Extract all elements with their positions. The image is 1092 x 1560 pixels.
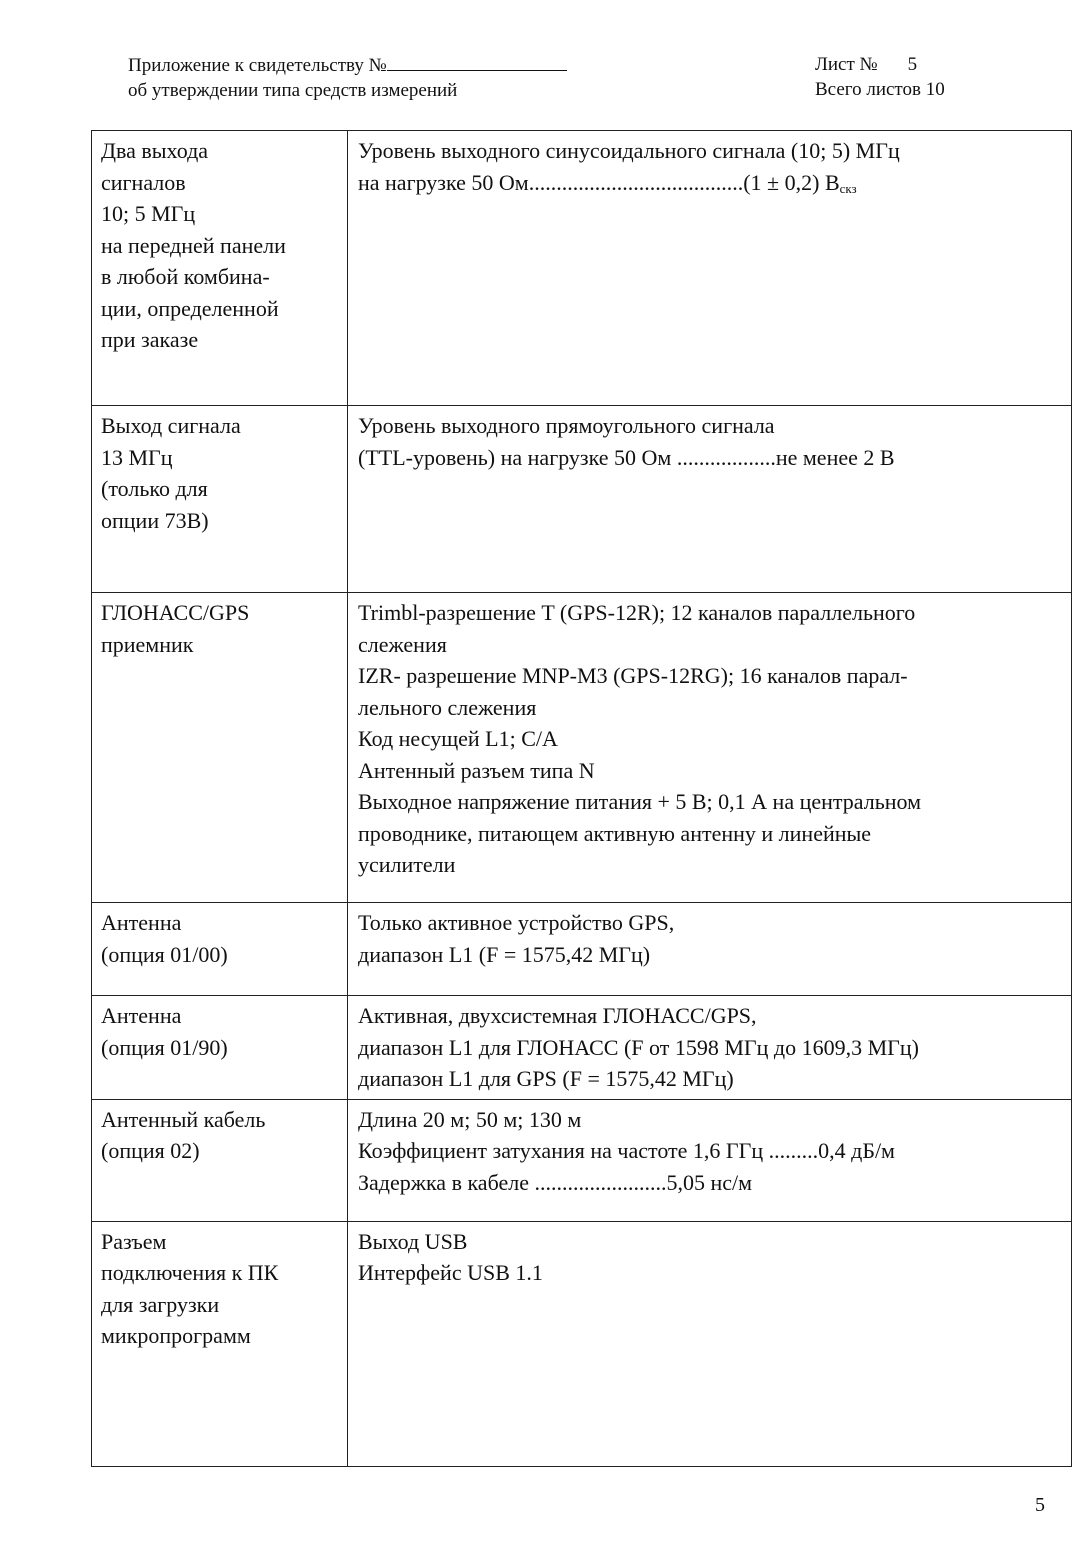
- cell-text-line: (только для: [101, 476, 208, 501]
- cell-text-line: диапазон L1 для GPS (F = 1575,42 МГц): [358, 1066, 734, 1091]
- cell-text-line: слежения: [358, 631, 447, 657]
- cell-text-line: Длина 20 м; 50 м; 130 м: [358, 1106, 582, 1132]
- appendix-label: Приложение к свидетельству №: [128, 55, 387, 76]
- appendix-subtitle: об утверждении типа средств измерений: [128, 80, 458, 101]
- cell-text-line: ГЛОНАСС/GPS: [101, 600, 250, 625]
- appendix-title: [128, 52, 567, 78]
- cell-text-line: (опция 01/90): [101, 1034, 228, 1060]
- parameter-name-cell: [92, 996, 348, 1100]
- cell-text-line: Активная, двухсистемная ГЛОНАСС/GPS,: [358, 1003, 757, 1028]
- cell-text-line: диапазон L1 для ГЛОНАСС (F от 1598 МГц до 1609,3 МГц): [358, 1034, 919, 1060]
- cell-text-line: на нагрузке 50 Ом.......................................(1 ± 0,2) $В_{скз}$: [358, 169, 857, 196]
- cell-text-line: Задержка в кабеле ........................5,05 нс/м: [358, 1169, 753, 1195]
- sheet-label: Лист №: [815, 54, 878, 75]
- cell-text-line: Антенна: [101, 910, 182, 935]
- cell-text-line: Антенный разъем типа N: [358, 757, 595, 783]
- cell-text-line: IZR- разрешение MNP-M3 (GPS-12RG); 16 каналов парал-: [358, 663, 908, 688]
- cell-text-line: Уровень выходного синусоидального сигнала (10; 5) МГц: [358, 138, 900, 163]
- cell-text-line: Выход сигнала: [101, 413, 241, 438]
- cell-text-line: (опция 02): [101, 1138, 200, 1163]
- table-row: [92, 903, 1072, 996]
- parameter-value-cell: [348, 1099, 1072, 1221]
- cell-text-line: Антенна: [101, 1003, 182, 1028]
- cell-text-line: Антенный кабель: [101, 1106, 266, 1132]
- parameter-name-cell: [92, 1221, 348, 1466]
- page-number: 5: [1035, 1494, 1045, 1516]
- sheet-number: 5: [907, 54, 918, 75]
- cell-text-line: Уровень выходного прямоугольного сигнала: [358, 413, 775, 438]
- cell-text-line: 13 МГц: [101, 444, 173, 470]
- cell-text-line: опции 73В): [101, 507, 209, 533]
- parameter-name-cell: [92, 131, 348, 406]
- cell-text-line: Два выхода: [101, 138, 209, 163]
- cell-text-line: (опция 01/00): [101, 941, 228, 967]
- table-row: [92, 1099, 1072, 1221]
- cell-text-line: Интерфейс USB 1.1: [358, 1260, 543, 1285]
- certificate-number-blank: [387, 52, 567, 71]
- parameter-name-cell: [92, 1099, 348, 1221]
- parameter-name-cell: [92, 593, 348, 903]
- document-header-left: [128, 52, 567, 103]
- parameter-value-cell: [348, 593, 1072, 903]
- cell-text-line: подключения к ПК: [101, 1260, 279, 1285]
- sheet-info: [815, 52, 945, 77]
- cell-text-line: Разъем: [101, 1228, 167, 1254]
- table-row: [92, 131, 1072, 406]
- cell-text-line: для загрузки: [101, 1291, 220, 1317]
- cell-text-line: приемник: [101, 631, 194, 657]
- parameter-value-cell: [348, 996, 1072, 1100]
- cell-text-line: диапазон L1 (F = 1575,42 МГц): [358, 941, 651, 967]
- parameter-value-cell: [348, 406, 1072, 593]
- parameter-value-cell: [348, 903, 1072, 996]
- parameter-value-cell: [348, 131, 1072, 406]
- cell-text-line: в любой комбина-: [101, 264, 270, 289]
- specifications-table: [91, 130, 1072, 1467]
- document-header-right: [815, 52, 945, 102]
- cell-text-line: Выходное напряжение питания + 5 В; 0,1 А на центральном: [358, 789, 922, 814]
- total-sheets: Всего листов 10: [815, 79, 945, 100]
- cell-text-line: на передней панели: [101, 232, 286, 258]
- cell-text-line: проводнике, питающем активную антенну и линейные: [358, 820, 872, 846]
- cell-text-line: (TTL-уровень) на нагрузке 50 Ом ..................не менее 2 В: [358, 444, 895, 470]
- table-row: [92, 1221, 1072, 1466]
- parameter-name-cell: [92, 903, 348, 996]
- cell-text-line: Trimbl-разрешение T (GPS-12R); 12 каналов параллельного: [358, 600, 916, 625]
- cell-text-line: сигналов: [101, 169, 186, 195]
- cell-text-line: Код несущей L1; C/A: [358, 726, 558, 751]
- cell-text-line: микропрограмм: [101, 1323, 251, 1348]
- cell-text-line: Только активное устройство GPS,: [358, 910, 675, 935]
- parameter-name-cell: [92, 406, 348, 593]
- cell-text-line: лельного слежения: [358, 694, 537, 720]
- cell-text-line: при заказе: [101, 327, 199, 352]
- rms-subscript: скз: [839, 180, 857, 196]
- cell-text-line: Коэффициент затухания на частоте 1,6 ГГц .........0,4 дБ/м: [358, 1138, 895, 1163]
- cell-text-line: Выход USB: [358, 1228, 468, 1254]
- cell-text-line: усилители: [358, 852, 456, 877]
- table-row: [92, 593, 1072, 903]
- cell-text-line: ции, определенной: [101, 295, 279, 321]
- table-row: [92, 406, 1072, 593]
- parameter-value-cell: [348, 1221, 1072, 1466]
- cell-text-line: 10; 5 МГц: [101, 201, 196, 226]
- table-row: [92, 996, 1072, 1100]
